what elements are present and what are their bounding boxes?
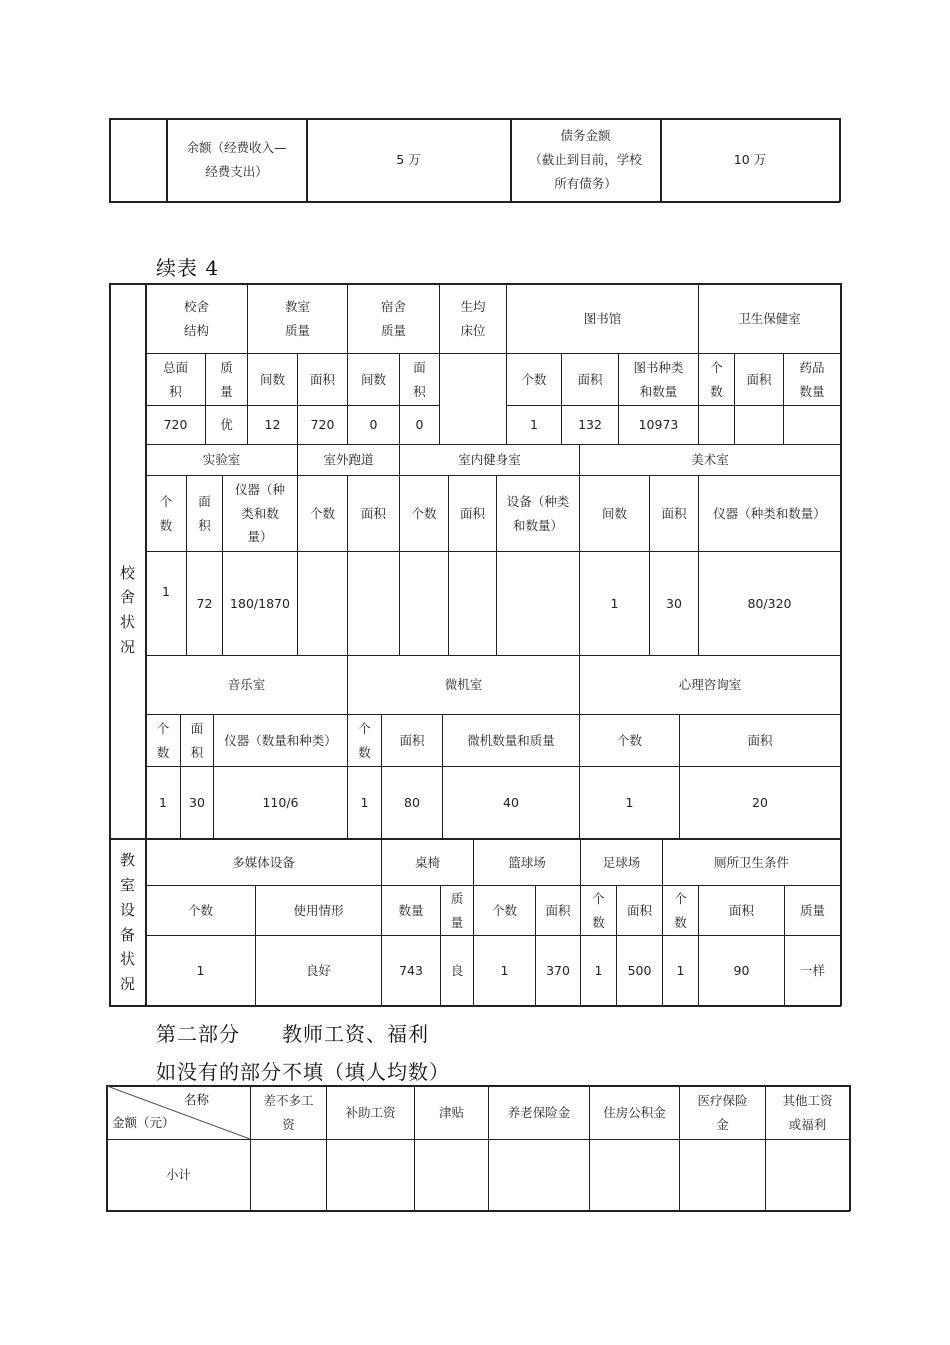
sub-couns-area: 面积	[747, 732, 773, 748]
header-track: 室外跑道	[323, 452, 374, 468]
val-art-area: 30	[666, 595, 682, 611]
val-t-area: 90	[733, 962, 750, 978]
val-music-instr: 110/6	[262, 794, 299, 810]
val-lab-instr: 180/1870	[230, 595, 290, 611]
sub-area: 面积	[309, 371, 335, 387]
header-basketball: 篮球场	[508, 854, 546, 870]
part-two-title: 第二部分 教师工资、福利	[156, 1022, 429, 1046]
val-lib-books: 10973	[638, 417, 679, 433]
header-dormitory-quality: 宿舍 质量	[380, 299, 406, 338]
header-toilet: 厕所卫生条件	[713, 854, 789, 870]
val-music-area: 30	[189, 794, 205, 810]
header-computer: 微机室	[444, 677, 483, 693]
val-bb-area: 370	[546, 962, 570, 978]
part-two-note: 如没有的部分不填（填人均数）	[156, 1060, 450, 1084]
sub-mm-usage: 使用情形	[293, 902, 344, 918]
debt-label: 债务金额 （截止到目前，学校 所有债务）	[529, 128, 642, 191]
row-subtotal-label: 小计	[165, 1167, 191, 1183]
sub-comp-area: 面积	[399, 732, 425, 748]
sub-dorm-area: 面 积	[413, 359, 426, 399]
sub-gym-area: 面积	[459, 505, 485, 521]
val-dorm-rooms: 0	[369, 417, 378, 433]
sub-art-instr: 仪器（种类和数量）	[713, 505, 826, 521]
header-multimedia: 多媒体设备	[232, 854, 295, 870]
sub-lib-area: 面积	[577, 371, 603, 387]
col-pension: 养老保险金	[507, 1105, 571, 1121]
header-music: 音乐室	[227, 677, 266, 693]
sub-bb-area: 面积	[545, 902, 571, 918]
header-art: 美术室	[691, 452, 729, 468]
corner-bottom-label: 金额（元）	[112, 1115, 175, 1130]
side-char: 室	[119, 876, 135, 894]
sub-music-count: 个 数	[156, 720, 170, 760]
col-medical: 医疗保险 金	[697, 1093, 748, 1132]
val-dorm-area: 0	[415, 417, 424, 433]
side-char: 舍	[119, 588, 135, 607]
corner-top-label: 名称	[184, 1092, 210, 1107]
sub-gym-count: 个数	[411, 505, 437, 521]
col-housing-fund: 住房公积金	[603, 1105, 666, 1121]
col-subsidy: 补助工资	[345, 1105, 396, 1121]
sub-rooms: 间数	[259, 371, 285, 387]
continued-title: 续表 4	[156, 256, 220, 280]
val-quality: 优	[220, 417, 233, 433]
side-char: 况	[119, 975, 135, 993]
sub-track-area: 面积	[360, 505, 386, 521]
val-desk-quality: 良	[450, 962, 464, 978]
val-music-count: 1	[159, 794, 167, 810]
side-char: 状	[119, 950, 135, 969]
col-allowance: 津贴	[438, 1105, 464, 1121]
header-classroom-quality: 教室 质量	[284, 299, 310, 338]
val-rooms: 12	[264, 417, 281, 433]
header-library: 图书馆	[583, 311, 622, 327]
balance-value: 5 万	[396, 152, 421, 168]
sub-fb-area: 面积	[626, 902, 652, 918]
side-char: 设	[119, 900, 135, 919]
sub-music-area: 面 积	[190, 720, 204, 760]
sub-music-instr: 仪器（数量和种类）	[224, 732, 337, 748]
sub-lib-count: 个数	[521, 371, 547, 387]
sub-health-drugs: 药品 数量	[799, 359, 825, 399]
sub-couns-count: 个数	[616, 732, 642, 748]
side-char: 校	[119, 563, 135, 582]
val-fb-area: 500	[627, 962, 652, 978]
balance-label: 余额（经费收入— 经费支出）	[186, 140, 287, 179]
sub-gym-equip: 设备（种类 和数量）	[506, 493, 570, 533]
val-comp-area: 80	[404, 794, 420, 810]
sub-comp-count: 个 数	[358, 720, 371, 760]
val-couns-count: 1	[625, 794, 634, 810]
header-gym: 室内健身室	[458, 452, 521, 468]
sub-comp-qty: 微机数量和质量	[467, 732, 555, 748]
header-lab: 实验室	[202, 452, 241, 468]
val-mm-count: 1	[196, 962, 205, 978]
sub-health-area: 面积	[746, 371, 772, 387]
header-beds-per-student: 生均 床位	[460, 299, 486, 338]
val-mm-usage: 良好	[305, 962, 331, 978]
col-other: 其他工资 或福利	[782, 1093, 833, 1132]
side-char: 备	[119, 925, 135, 944]
val-lab-area: 72	[196, 595, 213, 611]
sub-desk-qty: 数量	[398, 902, 424, 918]
header-dorm-structure: 校舍 结构	[183, 299, 209, 338]
sub-t-count: 个 数	[674, 890, 687, 930]
sub-total-area: 总面 积	[162, 359, 188, 399]
header-health-room: 卫生保健室	[738, 311, 801, 327]
sub-lab-area: 面 积	[198, 493, 211, 533]
sub-art-area: 面积	[661, 505, 687, 521]
sub-t-quality: 质量	[799, 902, 825, 918]
debt-value: 10 万	[733, 152, 767, 168]
val-t-quality: 一样	[799, 962, 825, 978]
side-char: 况	[119, 637, 135, 656]
header-football: 足球场	[602, 854, 641, 870]
val-total-area: 720	[163, 417, 188, 433]
val-fb-count: 1	[594, 962, 603, 978]
val-area: 720	[310, 417, 335, 433]
header-counseling: 心理咨询室	[678, 677, 742, 693]
side-char: 教	[119, 851, 135, 870]
sub-desk-quality: 质 量	[450, 890, 464, 930]
val-comp-qty: 40	[503, 794, 519, 810]
sub-quality: 质 量	[220, 359, 233, 399]
sub-art-rooms: 间数	[601, 505, 627, 521]
val-bb-count: 1	[500, 962, 509, 978]
val-desk-qty: 743	[399, 962, 423, 978]
val-art-rooms: 1	[610, 595, 619, 611]
header-desks: 桌椅	[414, 854, 440, 870]
sub-fb-count: 个 数	[592, 890, 605, 930]
sub-mm-count: 个数	[187, 902, 213, 918]
sub-lib-books: 图书种类 和数量	[633, 359, 684, 399]
col-basic-salary: 差不多工 资	[263, 1093, 314, 1132]
val-art-instr: 80/320	[747, 595, 792, 611]
val-lab-count: 1	[162, 584, 170, 600]
sub-health-count: 个 数	[710, 359, 723, 399]
sub-dorm-rooms: 间数	[360, 371, 386, 387]
val-lib-area: 132	[578, 417, 602, 433]
sub-lab-count: 个 数	[159, 493, 173, 533]
val-couns-area: 20	[752, 794, 768, 810]
sub-lab-instr: 仪器（种 类和数 量）	[234, 481, 285, 545]
side-char: 状	[119, 613, 135, 631]
val-t-count: 1	[676, 962, 685, 978]
sub-track-count: 个数	[309, 505, 335, 521]
sub-bb-count: 个数	[491, 902, 517, 918]
sub-t-area: 面积	[728, 902, 754, 918]
val-comp-count: 1	[360, 794, 369, 810]
val-lib-count: 1	[530, 417, 538, 433]
